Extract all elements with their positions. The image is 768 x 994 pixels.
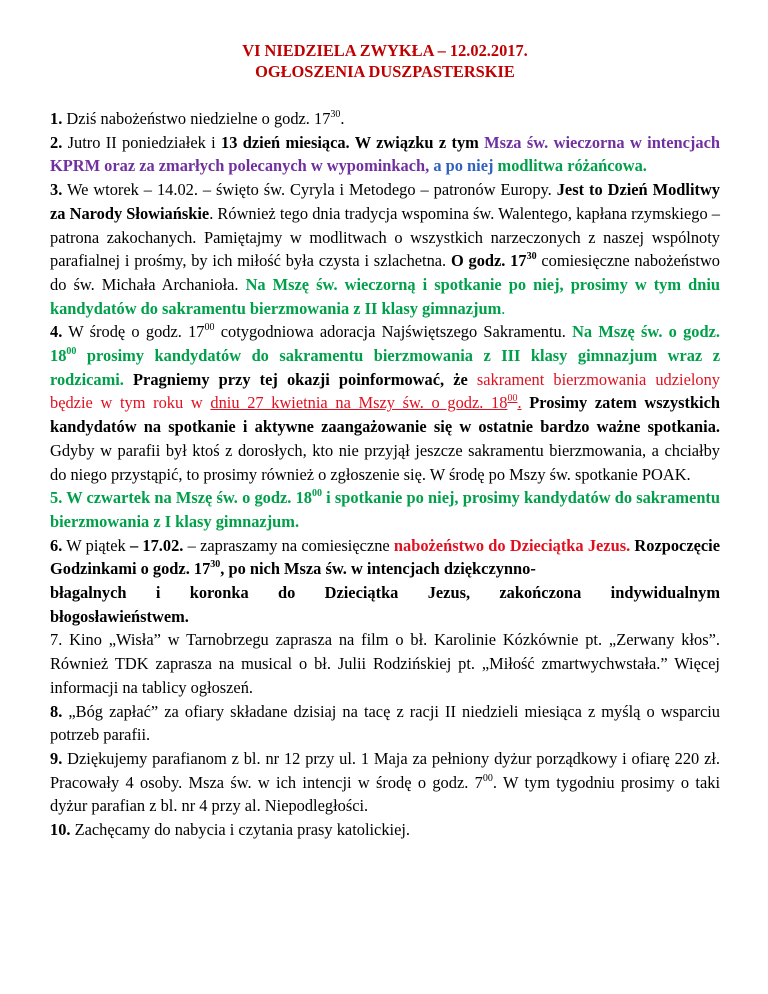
document-title bbox=[50, 40, 720, 82]
announcement-5: 5. W czwartek na Mszę św. o godz. $18^{00}$ i spotkanie po niej, prosimy kandydatów do sakramentu bierzmowania z I klasy gimnazjum. bbox=[50, 488, 721, 531]
announcement-4: 4. W środę o godz. $17^{00}$ cotygodniowa adoracja Najświętszego Sakramentu. Na Mszę św. o godz. $18^{00}$ prosimy kandydatów do sakramentu bierzmowania z III klasy gimnazjum wraz z rodzicami. Pragniemy przy tej okazji poinformować, że sakrament bierzmowania udzielony będzie w tym roku w dniu 27 kwietnia na Mszy św. o godz. $18^{00}$. Prosimy zatem wszystkich kandydatów na spotkanie i aktywne zaangażowanie się w ostatnie bardzo ważne spotkania. Gdyby w parafii był ktoś z dorosłych, kto nie przyjął jeszcze sakramentu bierzmowania, a chciałby do niego przystąpić, to prosimy również o zgłoszenie się. W środę po Mszy św. spotkanie POAK. bbox=[50, 322, 720, 484]
title-line-1: VI NIEDZIELA ZWYKŁA – 12.02.2017. bbox=[242, 41, 528, 60]
announcement-2: 2. Jutro II poniedziałek i 13 dzień miesiąca. W związku z tym Msza św. wieczorna w intencjach KPRM oraz za zmarłych polecanych w wypominkach, a po niej modlitwa różańcowa. bbox=[50, 132, 720, 176]
announcement-3: 3. We wtorek – 14.02. – święto św. Cyryla i Metodego – patronów Europy. Jest to Dzień Modlitwy za Narody Słowiańskie. Również tego dnia tradycja wspomina św. Walentego, kapłana rzymskiego – patrona zakochanych. Pamiętajmy w modlitwach o wszystkich narzeczonych z naszej wspólnoty parafialnej i prośmy, by ich miłość była czysta i szlachetna. O godz. $17^{30}$ comiesięczne nabożeństwo do św. Michała Archanioła. Na Mszę św. wieczorną i spotkanie po niej, prosimy w tym dniu kandydatów do sakramentu bierzmowania z II klasy gimnazjum. bbox=[50, 180, 721, 318]
announcement-10: 10. Zachęcamy do nabycia i czytania prasy katolickiej. bbox=[50, 820, 410, 840]
announcement-7: 7. Kino „Wisła” w Tarnobrzegu zaprasza na film o bł. Karolinie Kózkównie pt. „Zerwany kłos”. Również TDK zaprasza na musical o bł. Julii Rodzińskiej pt. „Miłość zmartwychwstała.” Więcej informacji na tablicy ogłoszeń. bbox=[50, 630, 720, 697]
announcements-document bbox=[50, 40, 720, 842]
announcement-6-line: błagalnych i koronka do Dzieciątka Jezus, zakończona indywidualnym bbox=[50, 583, 720, 603]
announcement-8: 8. „Bóg zapłać” za ofiary składane dzisiaj na tacę z racji II niedzieli miesiąca z myślą o wsparciu potrzeb parafii. bbox=[50, 701, 720, 745]
announcement-6: 6. W piątek – 17.02. – zapraszamy na comiesięczne nabożeństwo do Dzieciątka Jezus. Rozpoczęcie Godzinkami o godz. $17^{30}$, po nich Msza św. w intencjach dziękczynno- bbox=[50, 535, 720, 579]
announcement-1: 1. Dziś nabożeństwo niedzielne o godz. $17^{30}$. bbox=[50, 109, 345, 128]
title-line-2: OGŁOSZENIA DUSZPASTERSKIE bbox=[255, 62, 515, 81]
announcement-9: 9. Dziękujemy parafianom z bl. nr 12 przy ul. 1 Maja za pełniony dyżur porządkowy i ofiarę 220 zł. Pracowały 4 osoby. Msza św. w ich intencji w środę o godz. $7^{00}$. W tym tygodniu prosimy o taki dyżur parafian z bl. nr 4 przy al. Niepodległości. bbox=[50, 748, 720, 816]
announcement-6-end: błogosławieństwem. bbox=[50, 606, 189, 626]
